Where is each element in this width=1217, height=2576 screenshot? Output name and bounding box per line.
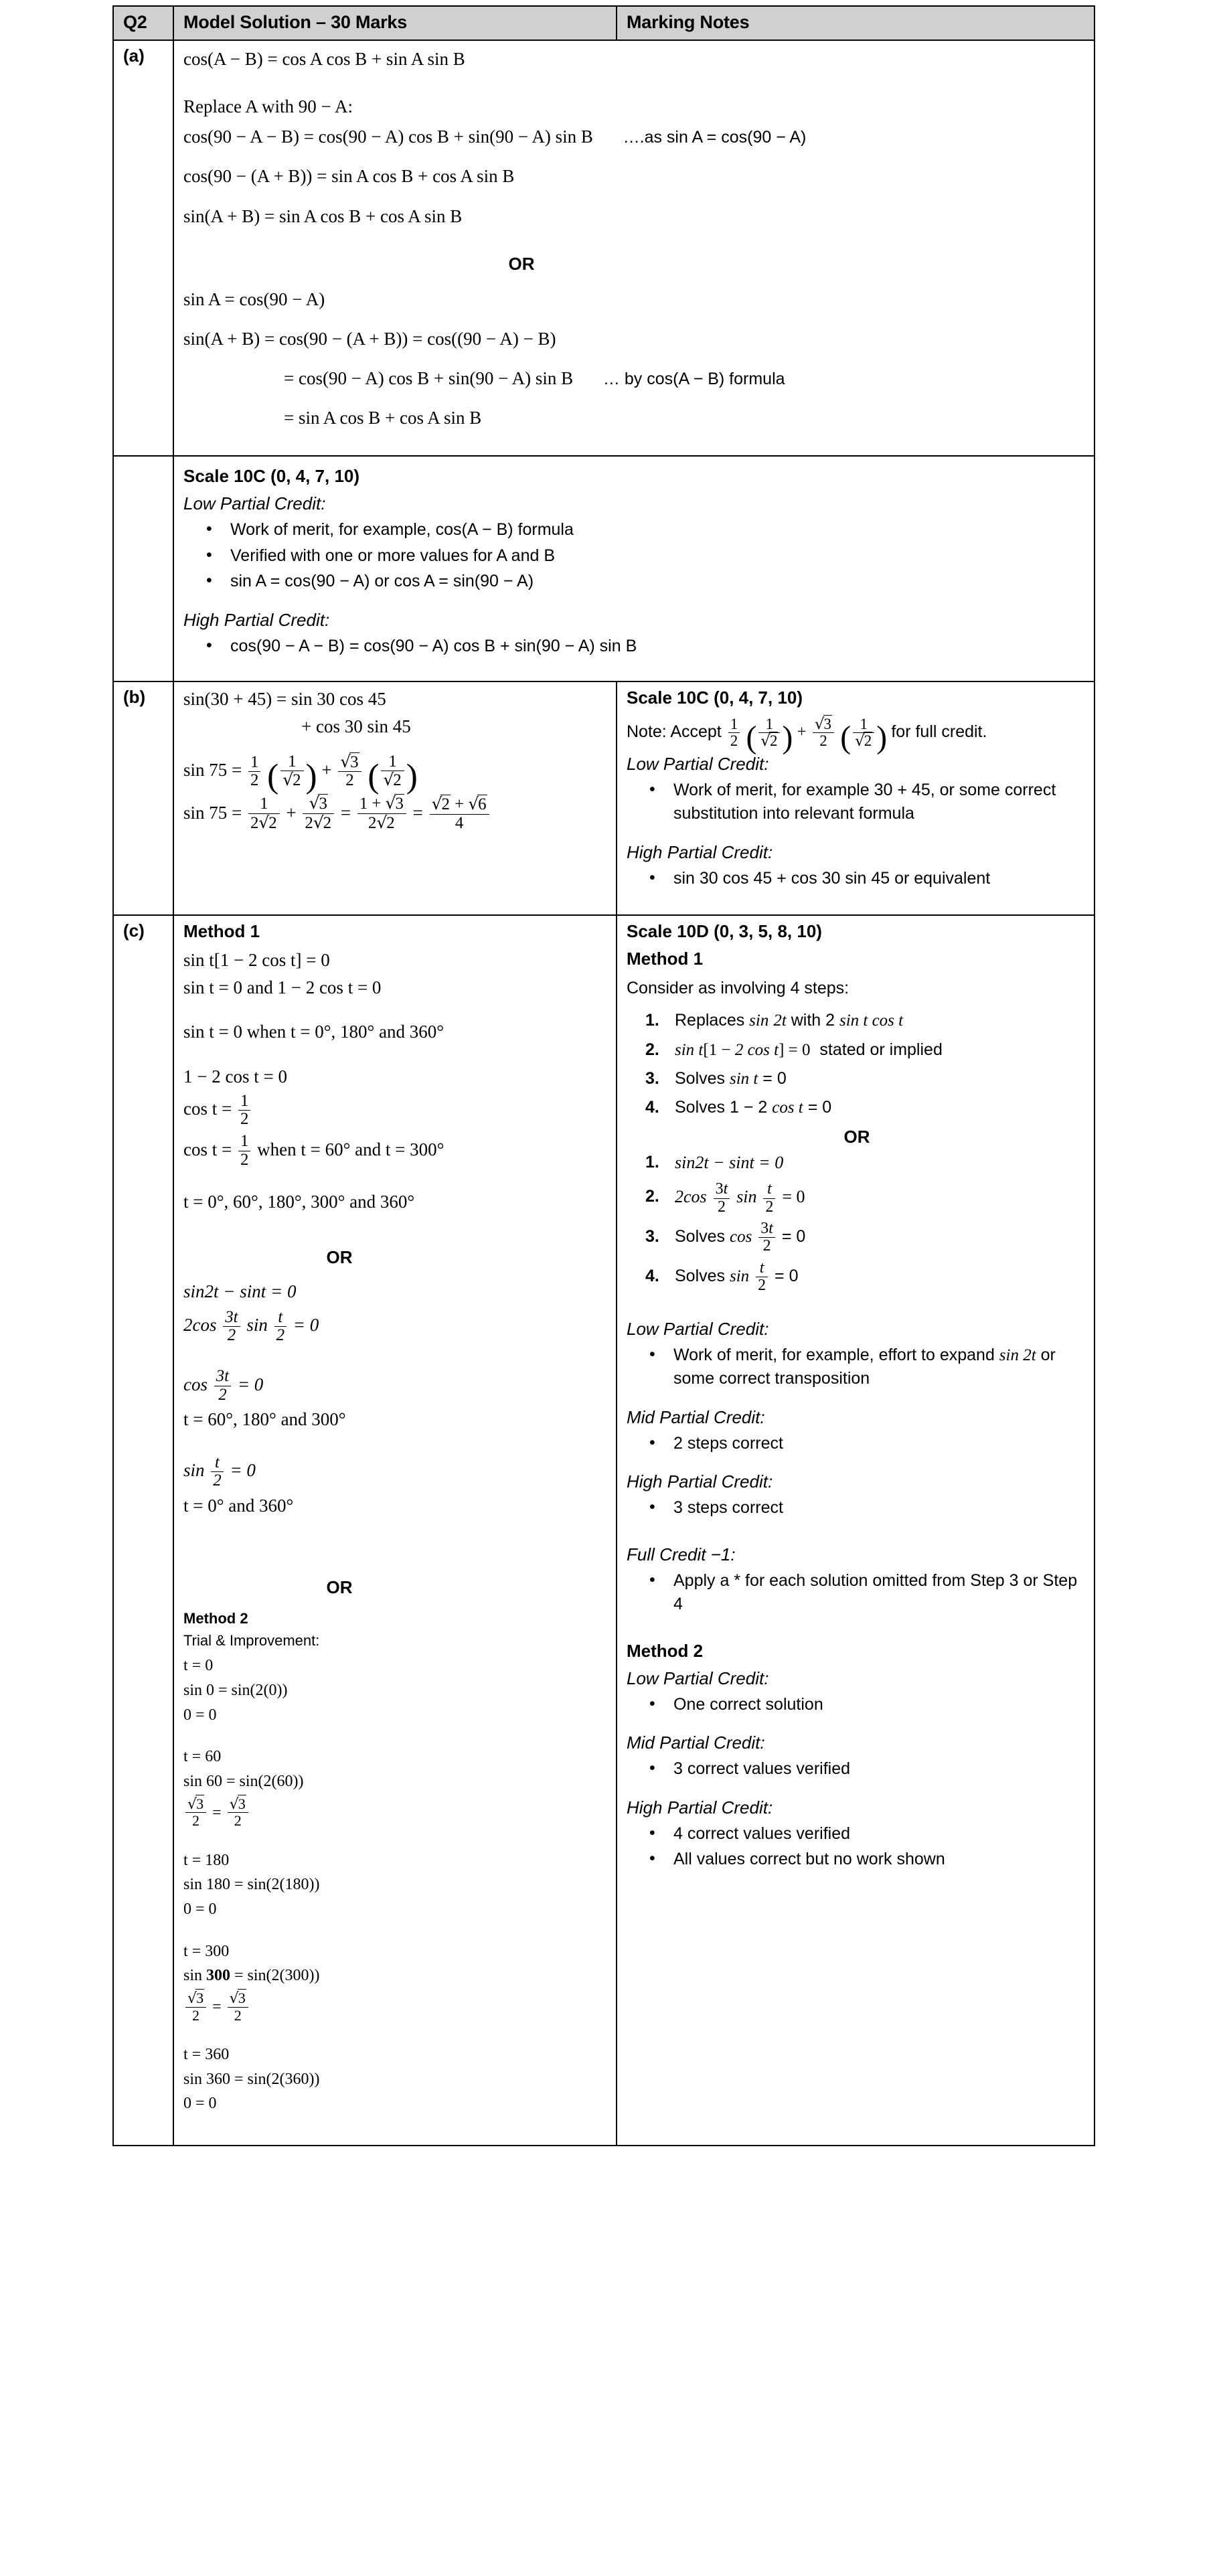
part-c-trial-eq: sin 0 = sin(2(0)) <box>183 1681 288 1699</box>
part-a-line4: sin(A + B) = sin A cos B + cos A sin B <box>183 206 463 226</box>
list-item: • One correct solution <box>671 1693 1087 1717</box>
part-c-mid-bullets <box>627 1432 1087 1456</box>
part-c-low-heading: Low Partial Credit: <box>627 1318 769 1339</box>
list-item: Solves sin t = 0 <box>675 1068 787 1088</box>
part-c-label: (c) <box>113 915 173 2146</box>
part-c-m1-line4: 1 − 2 cos t = 0 <box>183 1066 287 1086</box>
part-b-low-heading: Low Partial Credit: <box>627 753 769 774</box>
part-c-m1-line3: sin t = 0 when t = 0°, 180° and 360° <box>183 1022 444 1042</box>
part-b-line3: sin 75 = $\frac{1}{2√2}$ + $\frac{√3}{2√2}$ = $\frac{1 + √3}{2√2}$ = $\frac{√2 + √6}{4}$ <box>183 794 609 832</box>
list-item <box>675 1150 1087 1176</box>
part-c-alt-line1: sin2t − sint = 0 <box>183 1281 297 1301</box>
list-item: 2cos $\frac{3t}{2}$ sin $\frac{t}{2}$ = 0 <box>675 1180 805 1216</box>
part-a-high-bullets <box>183 635 1087 659</box>
part-a-or: OR <box>508 253 535 274</box>
table-row-part-c <box>113 915 1094 2146</box>
list-item: • 2 steps correct <box>671 1432 1087 1456</box>
part-c-m1-line1: sin t[1 − 2 cos t] = 0 <box>183 950 330 971</box>
list-item: Replaces sin 2t with 2 sin t cos t <box>675 1011 904 1030</box>
part-c-trial-eq-bold: sin 300 = sin(2(300)) <box>183 1967 320 1985</box>
part-c-low-bullets <box>627 1344 1087 1391</box>
list-item: • Work of merit, for example 30 + 45, or some correct substitution into relevant formula <box>671 779 1087 826</box>
part-a-notes-cell <box>173 456 1094 681</box>
part-c-notes-cell <box>617 915 1094 2146</box>
part-a-label: (a) <box>113 40 173 456</box>
part-b-solution-cell <box>173 681 617 915</box>
part-b-note-line: Note: Accept $\frac{1}{2}$ ( $\frac{1}{√2}$ ) + $\frac{√3}{2}$ ( $\frac{1}{√2}$ ) for full credit. <box>627 715 987 755</box>
list-item: • All values correct but no work shown <box>671 1848 1087 1872</box>
part-c-consider: Consider as involving 4 steps: <box>627 979 849 998</box>
marking-scheme-table <box>112 5 1095 2146</box>
part-a-replace-line: Replace A with 90 − A: <box>183 96 353 117</box>
part-c-high-heading: High Partial Credit: <box>627 1471 773 1492</box>
part-a-low-bullets <box>183 518 1087 594</box>
part-c-m2-low-heading: Low Partial Credit: <box>627 1668 769 1688</box>
list-item: • 3 steps correct <box>671 1496 1087 1520</box>
part-c-alt-line2-mid: sin <box>246 1315 268 1336</box>
part-a-solution-cell <box>173 40 1094 456</box>
part-b-line1: sin(30 + 45) = sin 30 cos 45 <box>183 689 386 710</box>
part-c-alt-line5-rhs: = 0 <box>230 1460 256 1481</box>
part-a-alt-line3: = cos(90 − A) cos B + sin(90 − A) sin B <box>284 368 574 388</box>
part-a-line2: cos(90 − A − B) = cos(90 − A) cos B + sin(90 − A) sin B <box>183 127 593 147</box>
part-c-alt-line2-rhs: = 0 <box>293 1315 319 1336</box>
part-b-note-suffix: for full credit. <box>891 722 987 742</box>
part-b-scale: Scale 10C (0, 4, 7, 10) <box>627 688 803 708</box>
list-item: • 3 correct values verified <box>671 1757 1087 1781</box>
part-c-trial-result: 0 = 0 <box>183 2095 217 2113</box>
part-b-line2-lhs: sin 75 = <box>183 760 242 781</box>
part-c-steps-b-4-lhs: Solves sin <box>675 1266 750 1285</box>
part-b-label: (b) <box>113 681 173 915</box>
part-c-alt-line3-rhs: = 0 <box>237 1374 264 1394</box>
part-c-steps-a <box>627 1008 1087 1120</box>
part-c-method2-heading: Method 2 <box>183 1610 248 1627</box>
part-c-alt-line5-lhs: sin <box>183 1460 205 1481</box>
part-c-trial-t: t = 60 <box>183 1748 222 1766</box>
part-c-full-heading: Full Credit −1: <box>627 1544 736 1564</box>
part-c-trial-eq: sin 60 = sin(2(60)) <box>183 1773 304 1791</box>
part-c-trial-label: Trial & Improvement: <box>183 1632 320 1649</box>
part-c-alt-line3-lhs: cos <box>183 1374 208 1394</box>
part-a-alt-line1: sin A = cos(90 − A) <box>183 289 325 309</box>
part-c-m1-line5-lhs: cos t = <box>183 1099 232 1119</box>
part-c-m1-line2: sin t = 0 and 1 − 2 cos t = 0 <box>183 977 382 997</box>
part-c-trial-result: 0 = 0 <box>183 1901 217 1919</box>
list-item: • sin 30 cos 45 + cos 30 sin 45 or equivalent <box>671 867 1087 891</box>
list-item: • sin A = cos(90 − A) or cos A = sin(90 − A) <box>228 570 1087 594</box>
list-item: Solves cos $\frac{3t}{2}$ = 0 <box>675 1220 806 1255</box>
part-c-steps-b-2-lhs: 2cos <box>675 1187 707 1207</box>
part-c-alt-line4: t = 60°, 180° and 300° <box>183 1408 346 1429</box>
part-c-full-bullets <box>627 1569 1087 1617</box>
part-a-alt-line4: = sin A cos B + cos A sin B <box>284 408 482 428</box>
part-a-line3: cos(90 − (A + B)) = sin A cos B + cos A sin B <box>183 166 515 187</box>
part-b-line3-lhs: sin 75 = <box>183 802 242 823</box>
part-c-trial-t: t = 300 <box>183 1942 230 1960</box>
header-marking-notes: Marking Notes <box>617 6 1094 40</box>
part-c-steps-b <box>627 1150 1087 1294</box>
part-c-trial-t: t = 360 <box>183 2045 230 2063</box>
part-b-line2: sin 75 = $\frac{1}{2}$ ( $\frac{1}{√2}$ ) + $\frac{√3}{2}$ ( $\frac{1}{√2}$ ) <box>183 752 418 796</box>
part-c-trial-result-frac: $\frac{√3}{2}$ = $\frac{√3}{2}$ <box>183 1796 609 1829</box>
part-c-notes-method2-heading: Method 2 <box>627 1640 704 1661</box>
part-a-scale: Scale 10C (0, 4, 7, 10) <box>183 466 360 487</box>
part-c-mid-heading: Mid Partial Credit: <box>627 1406 765 1427</box>
list-item: • Verified with one or more values for A and B <box>228 544 1087 568</box>
part-c-m2-low-bullets <box>627 1693 1087 1717</box>
part-a-line1: cos(A − B) = cos A cos B + sin A sin B <box>183 49 465 69</box>
list-item: sin t[1 − 2 cos t] = 0 stated or implied <box>675 1040 943 1059</box>
part-c-notes-method1-heading: Method 1 <box>627 949 704 969</box>
part-c-trial-result-frac: $\frac{√3}{2}$ = $\frac{√3}{2}$ <box>183 1990 609 2023</box>
part-c-m2-high-heading: High Partial Credit: <box>627 1797 773 1818</box>
table-header-row <box>113 6 1094 40</box>
part-c-alt-line5: sin $\frac{t}{2}$ = 0 <box>183 1453 256 1490</box>
part-c-solution-cell <box>173 915 617 2146</box>
table-row-part-a-notes <box>113 456 1094 681</box>
part-c-trial-t: t = 180 <box>183 1851 230 1869</box>
part-c-alt-line2: 2cos $\frac{3t}{2}$ sin $\frac{t}{2}$ = 0 <box>183 1307 319 1345</box>
part-b-high-bullets <box>627 867 1087 891</box>
part-c-m1-line6-rhs: when t = 60° and t = 300° <box>257 1139 444 1159</box>
header-model-solution: Model Solution – 30 Marks <box>173 6 617 40</box>
table-row-part-a-solution <box>113 40 1094 456</box>
part-c-m2-mid-heading: Mid Partial Credit: <box>627 1733 765 1753</box>
part-c-steps-b-3-rhs: = 0 <box>781 1226 806 1246</box>
header-question: Q2 <box>113 6 173 40</box>
part-c-steps-b-2-mid: sin <box>736 1187 757 1207</box>
part-c-or: OR <box>326 1246 353 1267</box>
list-item: • Work of merit, for example, effort to expand sin 2t or some correct transposition <box>671 1344 1087 1391</box>
part-c-steps-b-2-rhs: = 0 <box>782 1187 805 1207</box>
part-c-scale: Scale 10D (0, 3, 5, 8, 10) <box>627 921 822 942</box>
part-c-m1-line6: cos t = $\frac{1}{2}$ when t = 60° and t = 300° <box>183 1132 444 1169</box>
part-c-notes-or: OR <box>843 1127 870 1147</box>
part-c-trial-result: 0 = 0 <box>183 1706 217 1724</box>
table-row-part-b <box>113 681 1094 915</box>
part-a-line2-wrap <box>183 124 1087 150</box>
part-c-method1-heading: Method 1 <box>183 921 260 942</box>
part-a-low-heading: Low Partial Credit: <box>183 493 326 514</box>
part-c-trial-t: t = 0 <box>183 1657 214 1675</box>
part-c-m1-line6-lhs: cos t = <box>183 1139 232 1159</box>
part-c-alt-line3: cos $\frac{3t}{2}$ = 0 <box>183 1367 264 1404</box>
part-a-alt-line3-note: … by cos(A − B) formula <box>602 369 785 388</box>
part-c-steps-b-1: sin2t − sint = 0 <box>675 1153 784 1173</box>
part-c-alt-line2-lhs: 2cos <box>183 1315 217 1336</box>
part-b-high-heading: High Partial Credit: <box>627 841 773 862</box>
list-item: • cos(90 − A − B) = cos(90 − A) cos B + sin(90 − A) sin B <box>228 635 1087 659</box>
part-c-or2: OR <box>326 1577 353 1598</box>
part-c-steps-b-3-lhs: Solves cos <box>675 1226 752 1246</box>
list-item: Solves sin $\frac{t}{2}$ = 0 <box>675 1259 799 1295</box>
part-a-line2-note: ….as sin A = cos(90 − A) <box>623 128 807 147</box>
part-c-high-bullets <box>627 1496 1087 1520</box>
part-c-trial-eq: sin 180 = sin(2(180)) <box>183 1876 320 1894</box>
part-a-alt-line2: sin(A + B) = cos(90 − (A + B)) = cos((90 − A) − B) <box>183 328 556 349</box>
part-a-notes-spacer <box>113 456 173 681</box>
part-c-m1-line5: cos t = $\frac{1}{2}$ <box>183 1092 609 1128</box>
part-b-line1b: + cos 30 sin 45 <box>301 716 411 736</box>
part-a-high-heading: High Partial Credit: <box>183 609 330 630</box>
part-c-m1-line7: t = 0°, 60°, 180°, 300° and 360° <box>183 1192 415 1212</box>
part-c-m2-high-bullets <box>627 1822 1087 1872</box>
part-c-trial-eq: sin 360 = sin(2(360)) <box>183 2070 320 2088</box>
list-item: Solves 1 − 2 cos t = 0 <box>675 1098 832 1117</box>
part-c-m2-mid-bullets <box>627 1757 1087 1781</box>
list-item: • 4 correct values verified <box>671 1822 1087 1846</box>
part-c-alt-line6: t = 0° and 360° <box>183 1495 294 1516</box>
part-a-alt-line3-wrap <box>183 366 1087 392</box>
part-b-notes-cell <box>617 681 1094 915</box>
part-b-low-bullets <box>627 779 1087 826</box>
part-c-steps-b-4-rhs: = 0 <box>775 1266 799 1285</box>
list-item: • Work of merit, for example, cos(A − B) formula <box>228 518 1087 542</box>
part-b-note-prefix: Note: Accept <box>627 722 722 742</box>
list-item: • Apply a * for each solution omitted from Step 3 or Step 4 <box>671 1569 1087 1617</box>
